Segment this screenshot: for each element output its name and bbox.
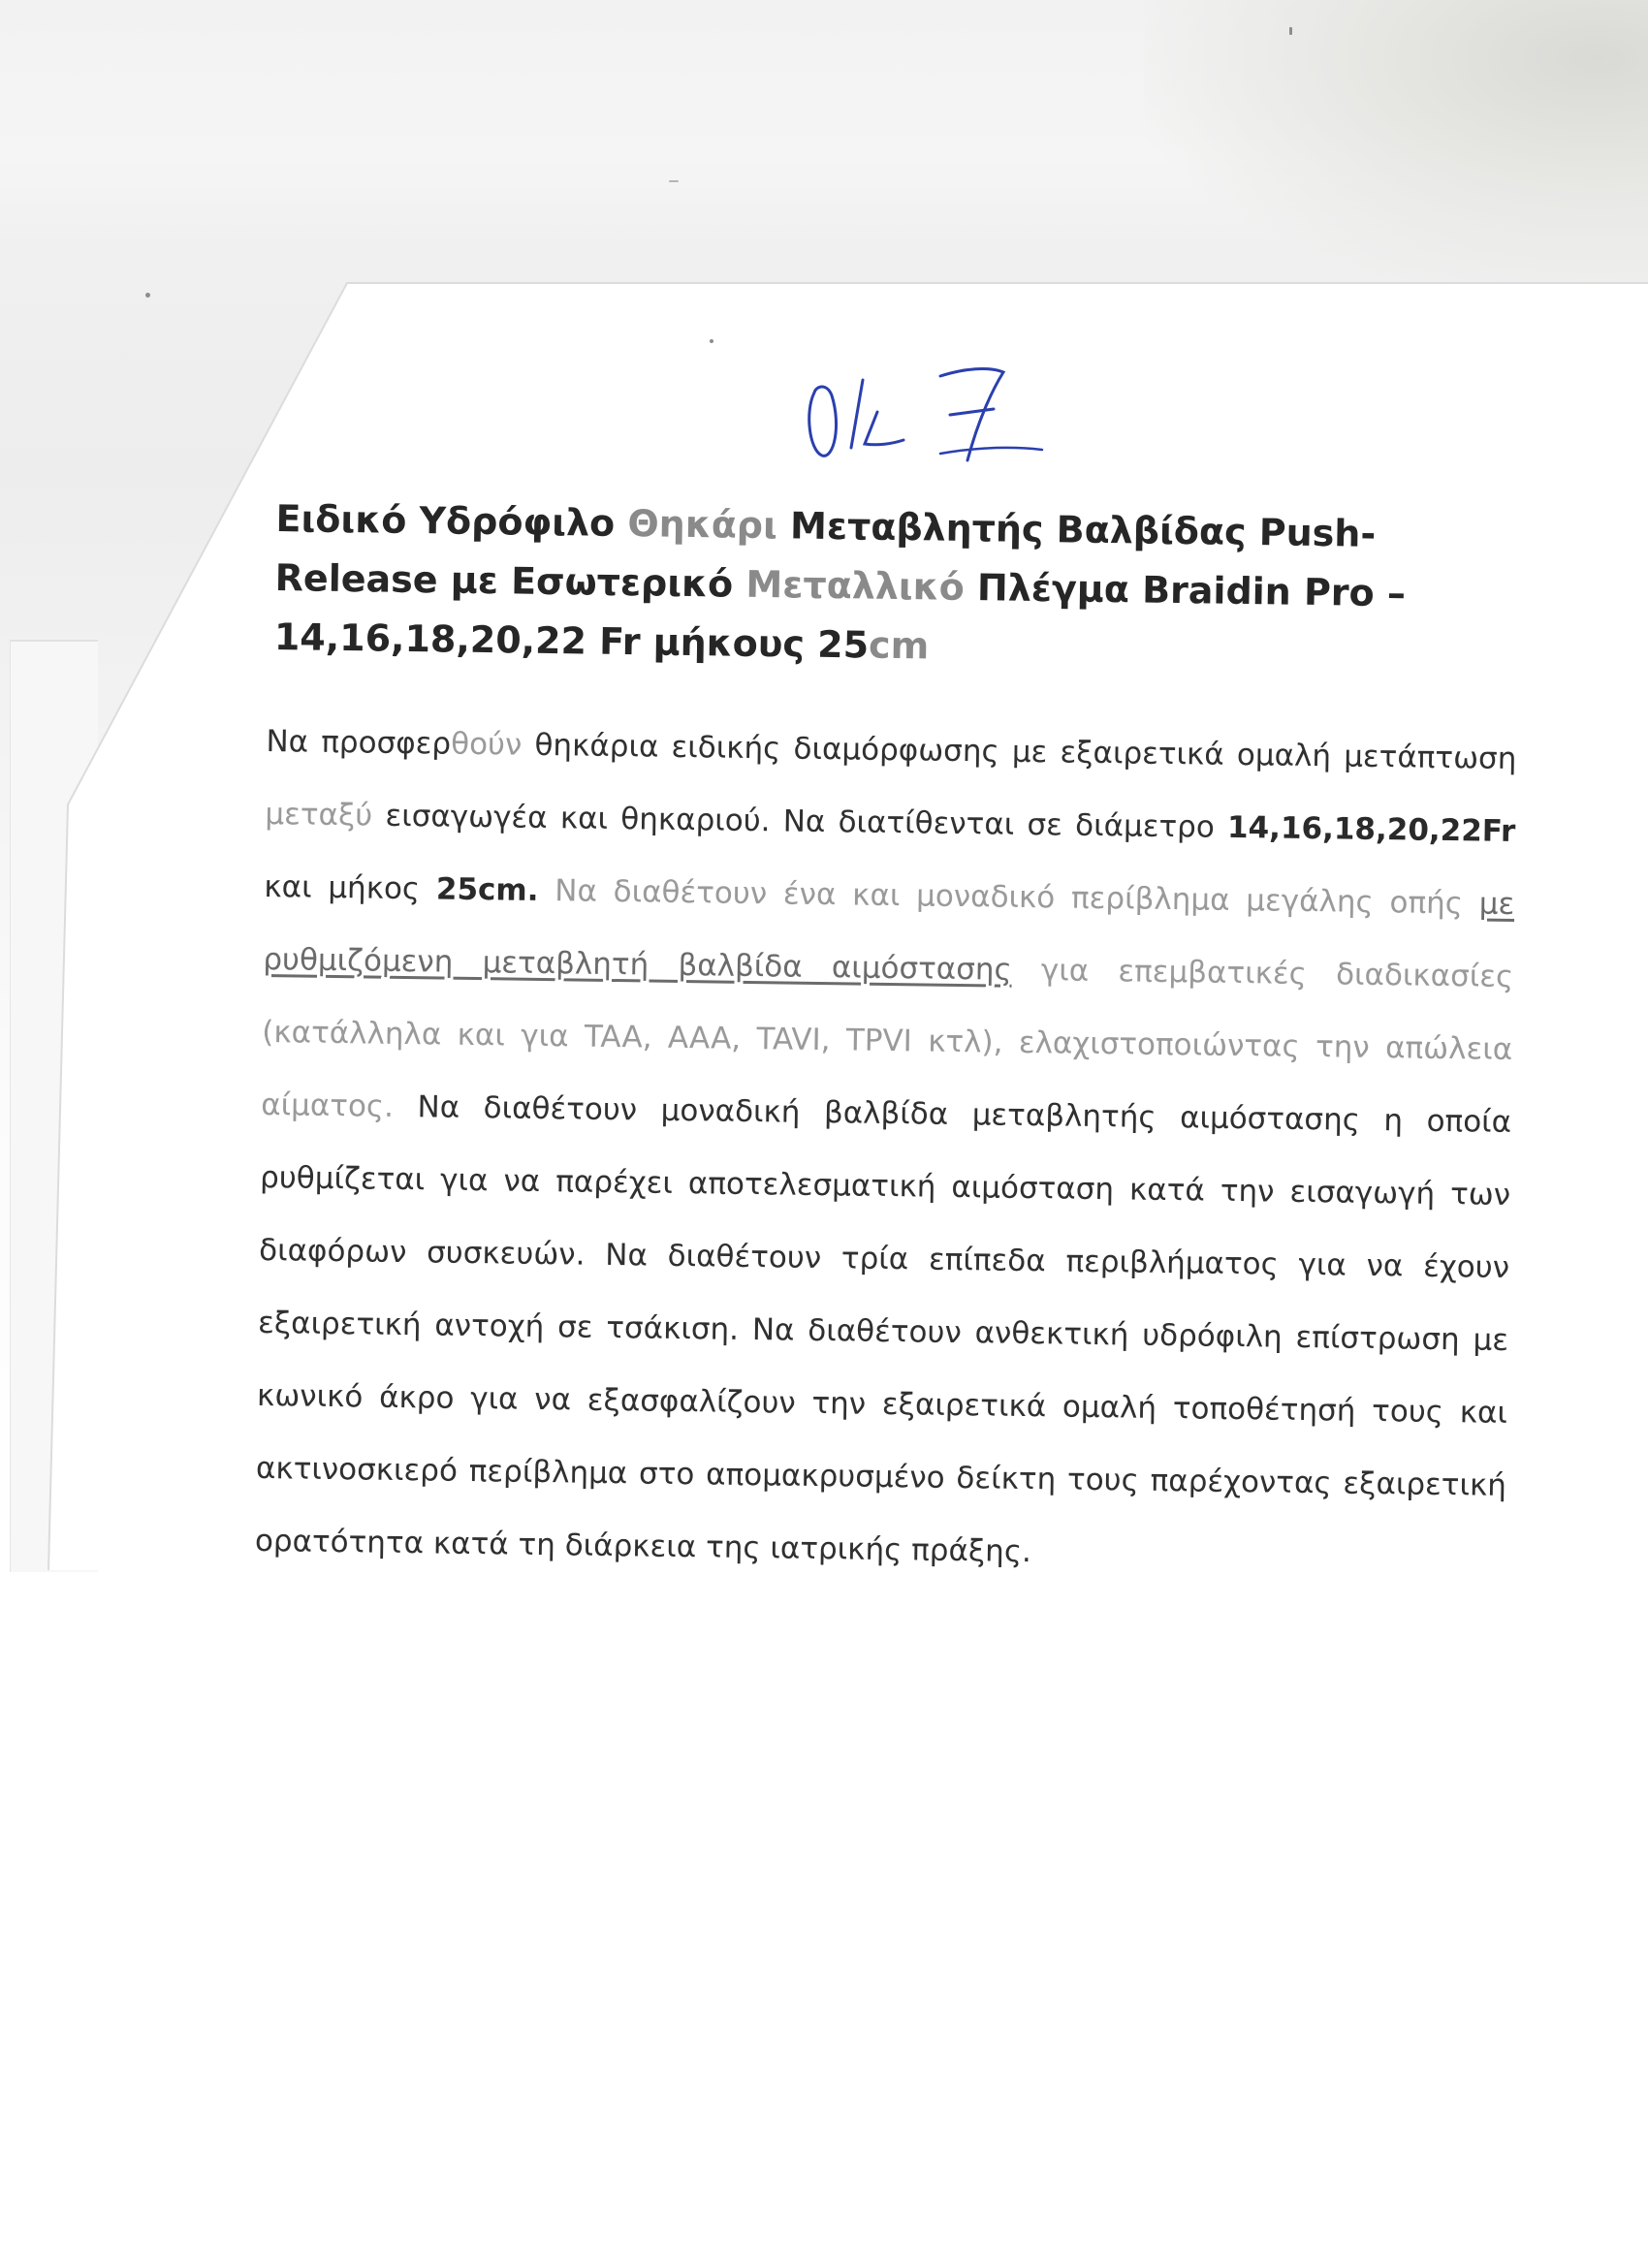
text-segment-faded: μεγάλης οπής — [1246, 883, 1464, 922]
text-segment-faded: μεταξύ — [265, 796, 373, 834]
scan-speck — [1289, 27, 1292, 35]
text-segment-bold: 14,16,18,20,22Fr — [1226, 809, 1516, 849]
text-segment: Να προσφερ — [266, 723, 452, 762]
scan-speck — [710, 339, 713, 343]
title-segment-faded: Θηκάρι — [627, 502, 778, 548]
text-segment — [1463, 886, 1479, 921]
title-segment: Μεταβλητής Βαλβίδας Push-Release με Εσωτερικό — [274, 504, 1377, 606]
handwritten-note-signature — [795, 359, 1066, 465]
document-title — [273, 489, 1526, 684]
text-segment-faded: θούν — [450, 726, 523, 763]
title-segment: Πλέγμα Braidin Pro –14,16,18,20,22 Fr μήκους 25 — [273, 565, 1407, 667]
text-segment-bold: 25cm. — [435, 871, 539, 908]
text-segment: εισαγωγέα και θηκαριού. Να διατίθενται σε διάμετρο — [371, 798, 1228, 845]
text-segment: και μήκος — [264, 868, 437, 907]
text-segment-underlined: με ρυθμιζόμενη μεταβλητή βαλβίδα αιμόστασης — [263, 886, 1515, 988]
scan-speck — [669, 180, 679, 182]
scan-shadow — [1144, 0, 1648, 291]
scan-speck — [145, 293, 150, 298]
text-segment: θηκάρια ειδικής διαμόρφωσης με εξαιρετικά ομαλή μετάπτωση — [522, 727, 1517, 777]
text-segment-faded: για επεμβατικές διαδικασίες (κατάλληλα και για TAA, AAA, TAVI, TPVI κτλ), ελαχιστοποιώντας την απώλεια αίματος. — [260, 952, 1514, 1124]
title-segment-faded: cm — [868, 623, 930, 668]
text-segment-faded: Να διαθέτουν ένα και μοναδικό περίβλημα — [538, 872, 1247, 919]
text-segment: Να διαθέτουν μοναδική βαλβίδα μεταβλητής αιμόστασης η οποία ρυθμίζεται για να παρέχει αποτελεσματική αιμόσταση κατά την εισαγωγή των διαφόρων συσκευών. Να διαθέτουν τρία επίπεδα περιβλήματος για να έχουν εξαιρετική αντοχή σε τσάκιση. Να διαθέτουν ανθεκτική υδρόφιλη επίστρωση με κωνικό άκρο για να εξασφαλίζουν την εξαιρετικά ομαλή τοποθέτησή τους και ακτινοσκιερό περίβλημα στο απομακρυσμένο δείκτη τους παρέχοντας εξαιρετική ορατότητα κατά τη διάρκεια της ιατρικής πράξης. — [254, 1088, 1512, 1570]
title-segment-faded: Μεταλλικό — [745, 562, 966, 609]
title-segment: Ειδικό Υδρόφιλο — [275, 496, 628, 546]
specification-paragraph — [254, 706, 1516, 1595]
